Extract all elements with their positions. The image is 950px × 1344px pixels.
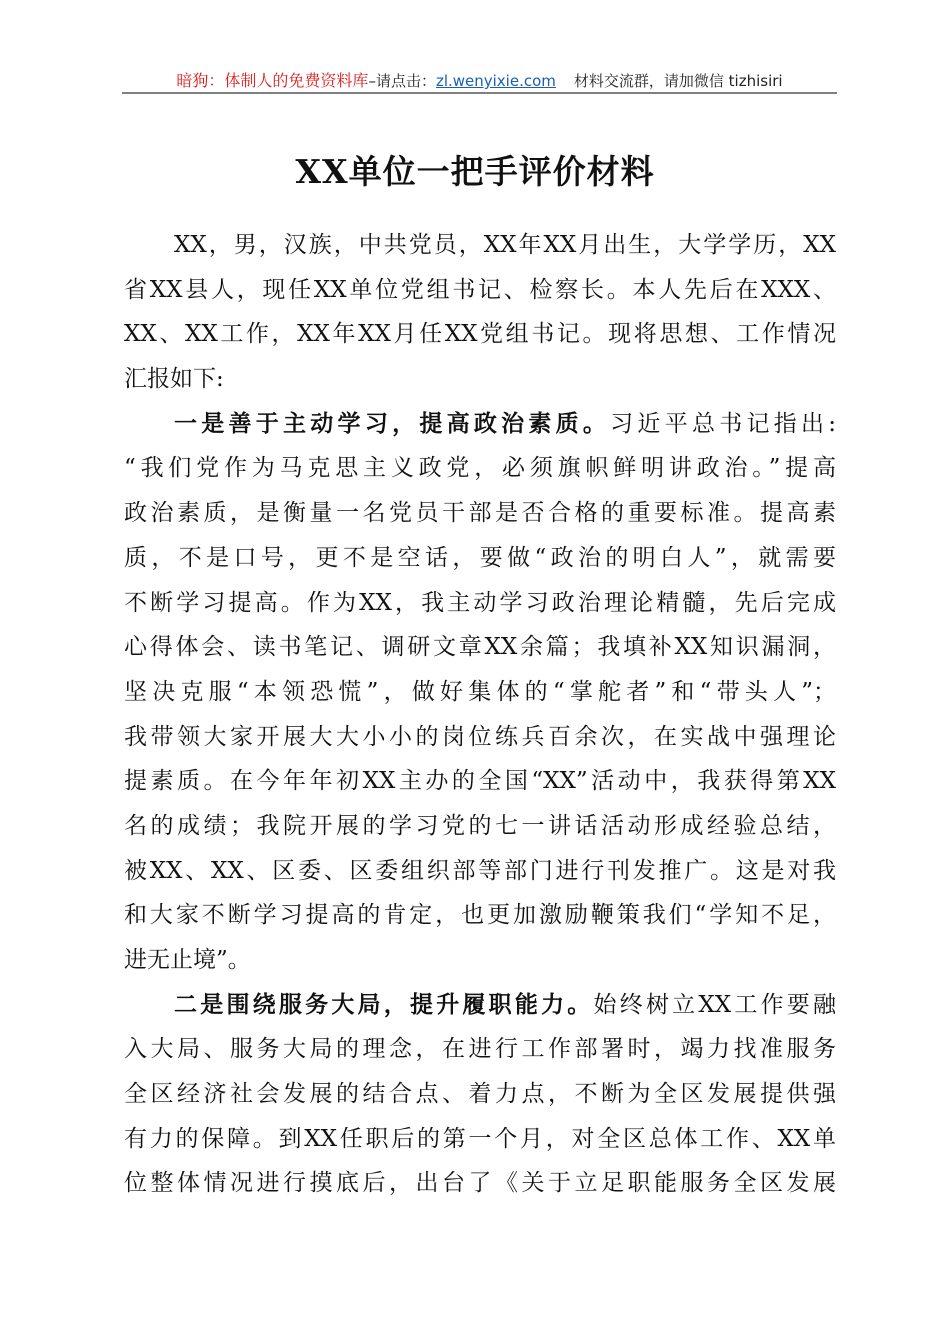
- text-line: [124, 312, 836, 357]
- wechat-text: 材料交流群，请加微信 tizhisiri: [573, 72, 783, 90]
- text-line: [124, 938, 836, 983]
- line-text: XX，男，汉族，中共党员，XX年XX月出生，大学学历，XX: [174, 232, 836, 258]
- line-text: 名的成绩；我院开展的学习党的七一讲话活动形成经验总结，: [124, 812, 836, 839]
- line-text: 质，不是口号，更不是空话，要做“政治的明白人”，就需要: [124, 544, 836, 571]
- text-line: [124, 625, 836, 670]
- line-text: 省XX县人，现任XX单位党组书记、检察长。本人先后在XXX、: [124, 276, 836, 303]
- document-title: XX单位一把手评价材料: [295, 152, 655, 191]
- text-line: [124, 1072, 836, 1117]
- text-line: [124, 1161, 836, 1206]
- paragraph-heading: 二是围绕服务大局，提升履职能力。: [174, 990, 594, 1018]
- line-text: “我们党作为马克思主义政党，必须旗帜鲜明讲政治。”提高: [124, 455, 836, 482]
- line-text: 习近平总书记指出:: [610, 410, 837, 437]
- line-text: XX、XX工作，XX年XX月任XX党组书记。现将思想、工作情况: [124, 321, 836, 348]
- text-line: [124, 581, 836, 626]
- text-line: [124, 446, 836, 491]
- text-line: [124, 670, 836, 715]
- text-line: [124, 1027, 836, 1072]
- promo-text: 暗狗：体制人的免费资料库: [176, 71, 369, 90]
- text-line: [124, 268, 836, 313]
- text-line: [124, 1117, 836, 1162]
- text-line: [124, 402, 836, 447]
- line-text: 汇报如下:: [124, 366, 224, 393]
- line-text: 位整体情况进行摸底后，出台了《关于立足职能服务全区发展: [124, 1170, 836, 1197]
- site-link[interactable]: zl.wenyixie.com: [435, 72, 556, 90]
- text-line: [124, 759, 836, 804]
- text-line: [124, 849, 836, 894]
- page-header: [122, 68, 837, 94]
- line-text: 始终树立XX工作要融: [593, 991, 836, 1018]
- line-text: 全区经济社会发展的结合点、着力点，不断为全区发展提供强: [124, 1081, 836, 1108]
- text-line: [124, 715, 836, 760]
- line-text: 被XX、XX、区委、区委组织部等部门进行刊发推广。这是对我: [124, 857, 836, 884]
- line-text: 我带领大家开展大大小小的岗位练兵百余次，在实战中强理论: [124, 723, 836, 750]
- document-body: [124, 223, 836, 1206]
- line-text: 心得体会、读书笔记、调研文章XX余篇；我填补XX知识漏洞，: [124, 634, 836, 661]
- text-line: [124, 536, 836, 581]
- text-line: [124, 983, 836, 1028]
- line-text: 进无止境”。: [124, 947, 251, 973]
- paragraph-heading: 一是善于主动学习，提高政治素质。: [174, 409, 611, 437]
- text-line: [124, 357, 836, 402]
- line-text: 政治素质，是衡量一名党员干部是否合格的重要标准。提高素: [124, 500, 836, 527]
- line-text: 入大局、服务大局的理念，在进行工作部署时，竭力找准服务: [124, 1036, 836, 1063]
- line-text: 有力的保障。到XX任职后的第一个月，对全区总体工作、XX单: [124, 1125, 836, 1152]
- line-text: 坚决克服“本领恐慌”，做好集体的“掌舵者”和“带头人”；: [124, 678, 836, 705]
- text-line: [124, 491, 836, 536]
- text-line: [124, 223, 836, 268]
- text-line: [124, 893, 836, 938]
- text-line: [124, 804, 836, 849]
- click-prompt: –请点击：: [368, 72, 436, 90]
- line-text: 不断学习提高。作为XX，我主动学习政治理论精髓，先后完成: [124, 589, 836, 616]
- line-text: 提素质。在今年年初XX主办的全国“XX”活动中，我获得第XX: [124, 768, 836, 795]
- line-text: 和大家不断学习提高的肯定，也更加激励鞭策我们“学知不足，: [124, 902, 836, 929]
